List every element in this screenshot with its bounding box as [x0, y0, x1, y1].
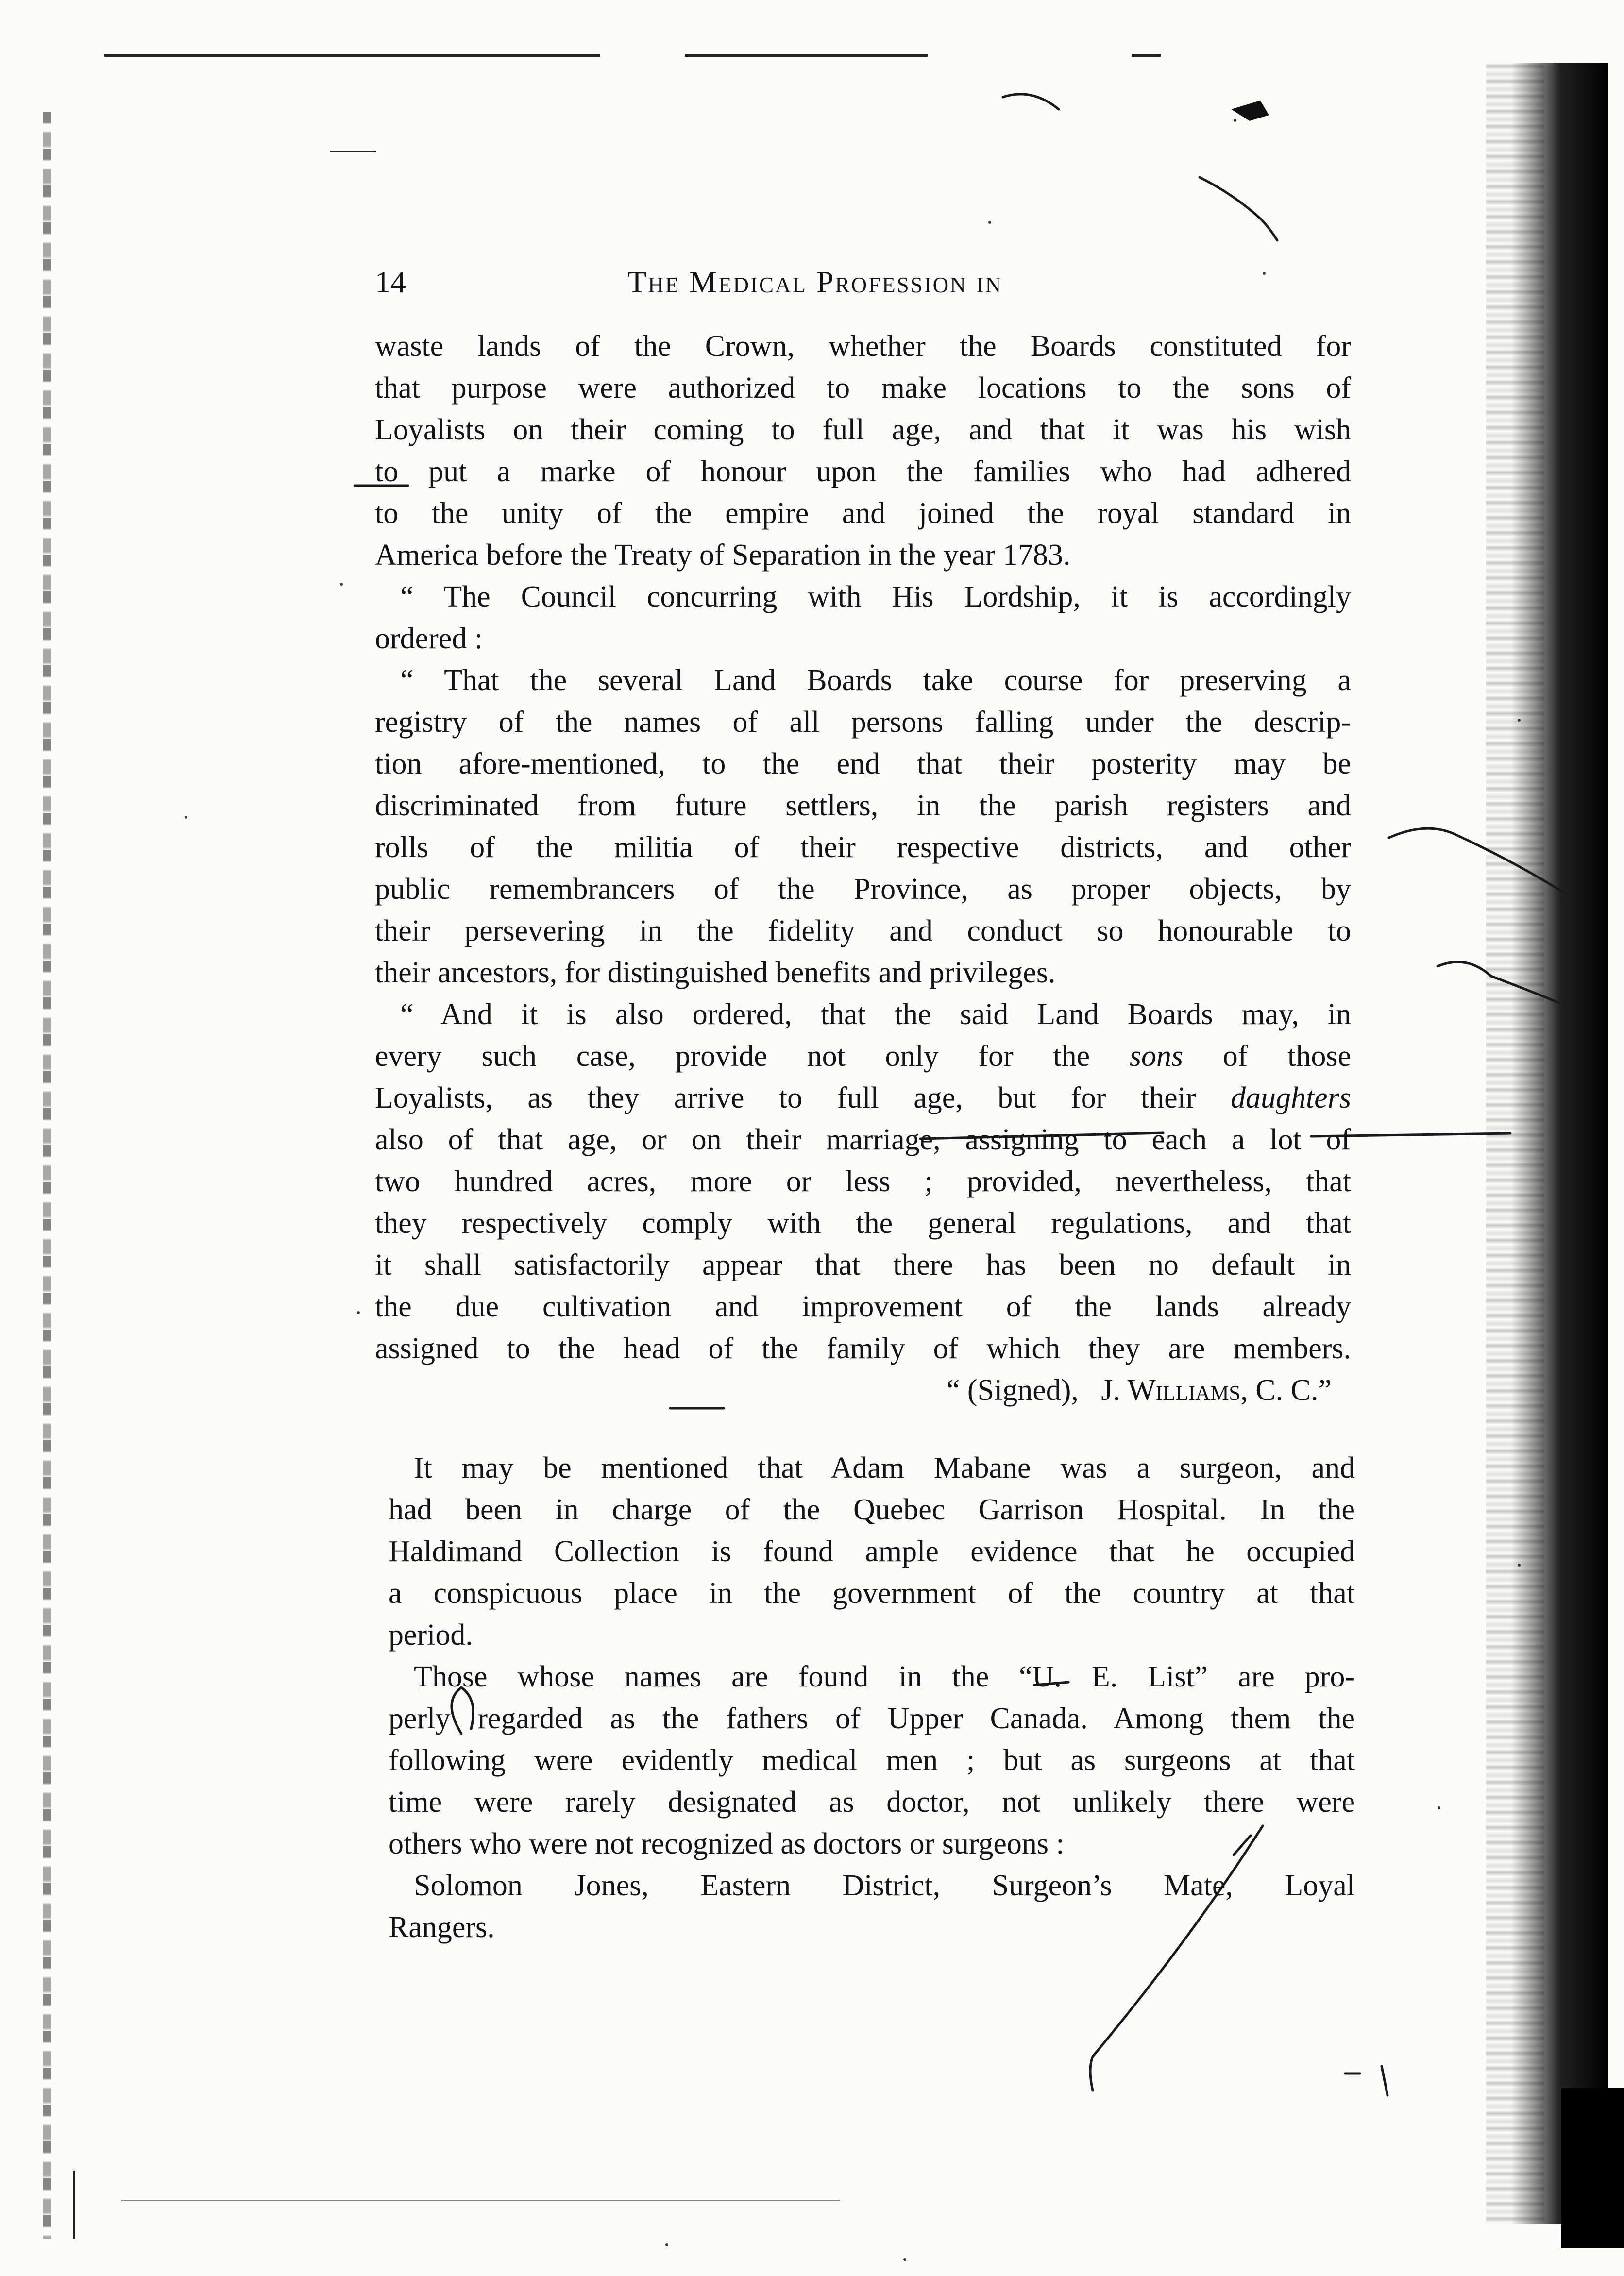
pen-stroke-right-2: [1438, 962, 1559, 1003]
pen-squiggle-top: [1003, 94, 1059, 109]
text-line: Rangers.: [389, 1911, 495, 1944]
text-line: [375, 1035, 1351, 1077]
pen-blot-top: [1231, 101, 1269, 121]
text-line: “ That the several Land Boards take course for preserving a: [400, 664, 1351, 697]
page-number: 14: [375, 265, 406, 299]
text-line: waste lands of the Crown, whether the Boards constituted for: [375, 330, 1351, 363]
text-line: Solomon Jones, Eastern District, Surgeon’s Mate, Loyal: [414, 1869, 1355, 1902]
text-line: it shall satisfactorily appear that there has been no default in: [375, 1248, 1351, 1281]
italic-word: sons: [1129, 1040, 1184, 1073]
text-line: registry of the names of all persons falling under the descrip-: [375, 706, 1351, 739]
text-line: time were rarely designated as doctor, not unlikely there were: [389, 1786, 1355, 1819]
text-line: perly regarded as the fathers of Upper Canada. Among them the: [389, 1702, 1355, 1735]
text-run: every such case, provide not only for the: [375, 1040, 1090, 1073]
pen-stroke-right-1: [1389, 828, 1573, 898]
italic-word: daughters: [1231, 1081, 1352, 1114]
signature-name: J. Williams, C. C.”: [1101, 1374, 1332, 1407]
text-line: their persevering in the fidelity and conduct so honourable to: [375, 914, 1351, 947]
text-run: of those: [1222, 1040, 1351, 1073]
pen-stroke-top-right: [1200, 177, 1277, 240]
text-line: America before the Treaty of Separation in the year 1783.: [375, 539, 1071, 572]
text-line: their ancestors, for distinguished benefits and privileges.: [375, 956, 1056, 989]
text-line: discriminated from future settlers, in the parish registers and: [375, 789, 1351, 822]
signature-line: [375, 1369, 1351, 1411]
text-line: others who were not recognized as doctors or surgeons :: [389, 1827, 1065, 1860]
text-line: that purpose were authorized to make locations to the sons of: [375, 371, 1351, 405]
text-line: period.: [389, 1618, 473, 1652]
text-line: It may be mentioned that Adam Mabane was a surgeon, and: [414, 1451, 1355, 1484]
text-line: rolls of the militia of their respective districts, and other: [375, 831, 1351, 864]
pen-tick-bottom: [1345, 2066, 1387, 2095]
text-line: the due cultivation and improvement of the lands already: [375, 1290, 1351, 1323]
text-line: tion afore-mentioned, to the end that their posterity may be: [375, 747, 1351, 780]
text-run: Loyalists, as they arrive to full age, but for their: [375, 1081, 1196, 1114]
council-order-quote: [375, 325, 1351, 1411]
running-title: The Medical Profession in: [627, 265, 1003, 299]
text-line: a conspicuous place in the government of the country at that: [389, 1577, 1355, 1610]
text-line: two hundred acres, more or less ; provided, nevertheless, that: [375, 1165, 1351, 1198]
text-line: “ And it is also ordered, that the said Land Boards may, in: [400, 998, 1351, 1031]
running-head: [375, 260, 1351, 304]
text-line: assigned to the head of the family of which they are members.: [375, 1332, 1351, 1365]
text-line: [375, 1077, 1351, 1119]
signature-prefix: “ (Signed),: [946, 1374, 1079, 1407]
text-line: had been in charge of the Quebec Garrison Hospital. In the: [389, 1493, 1355, 1526]
text-line: Those whose names are found in the “U. E. List” are pro-: [414, 1660, 1355, 1693]
text-line: to put a marke of honour upon the families who had adhered: [375, 455, 1351, 488]
text-line: ordered :: [375, 622, 483, 655]
text-line: Loyalists on their coming to full age, and that it was his wish: [375, 413, 1351, 446]
text-line: Haldimand Collection is found ample evidence that he occupied: [389, 1535, 1355, 1568]
text-line: to the unity of the empire and joined the royal standard in: [375, 497, 1351, 530]
text-line: “ The Council concurring with His Lordship, it is accordingly: [400, 580, 1351, 613]
text-line: public remembrancers of the Province, as proper objects, by: [375, 873, 1351, 906]
text-line: following were evidently medical men ; but as surgeons at that: [389, 1744, 1355, 1777]
text-line: also of that age, or on their marriage, assigning to each a lot of: [375, 1123, 1351, 1156]
body-text: [389, 1447, 1355, 1948]
text-line: they respectively comply with the general regulations, and that: [375, 1207, 1351, 1240]
